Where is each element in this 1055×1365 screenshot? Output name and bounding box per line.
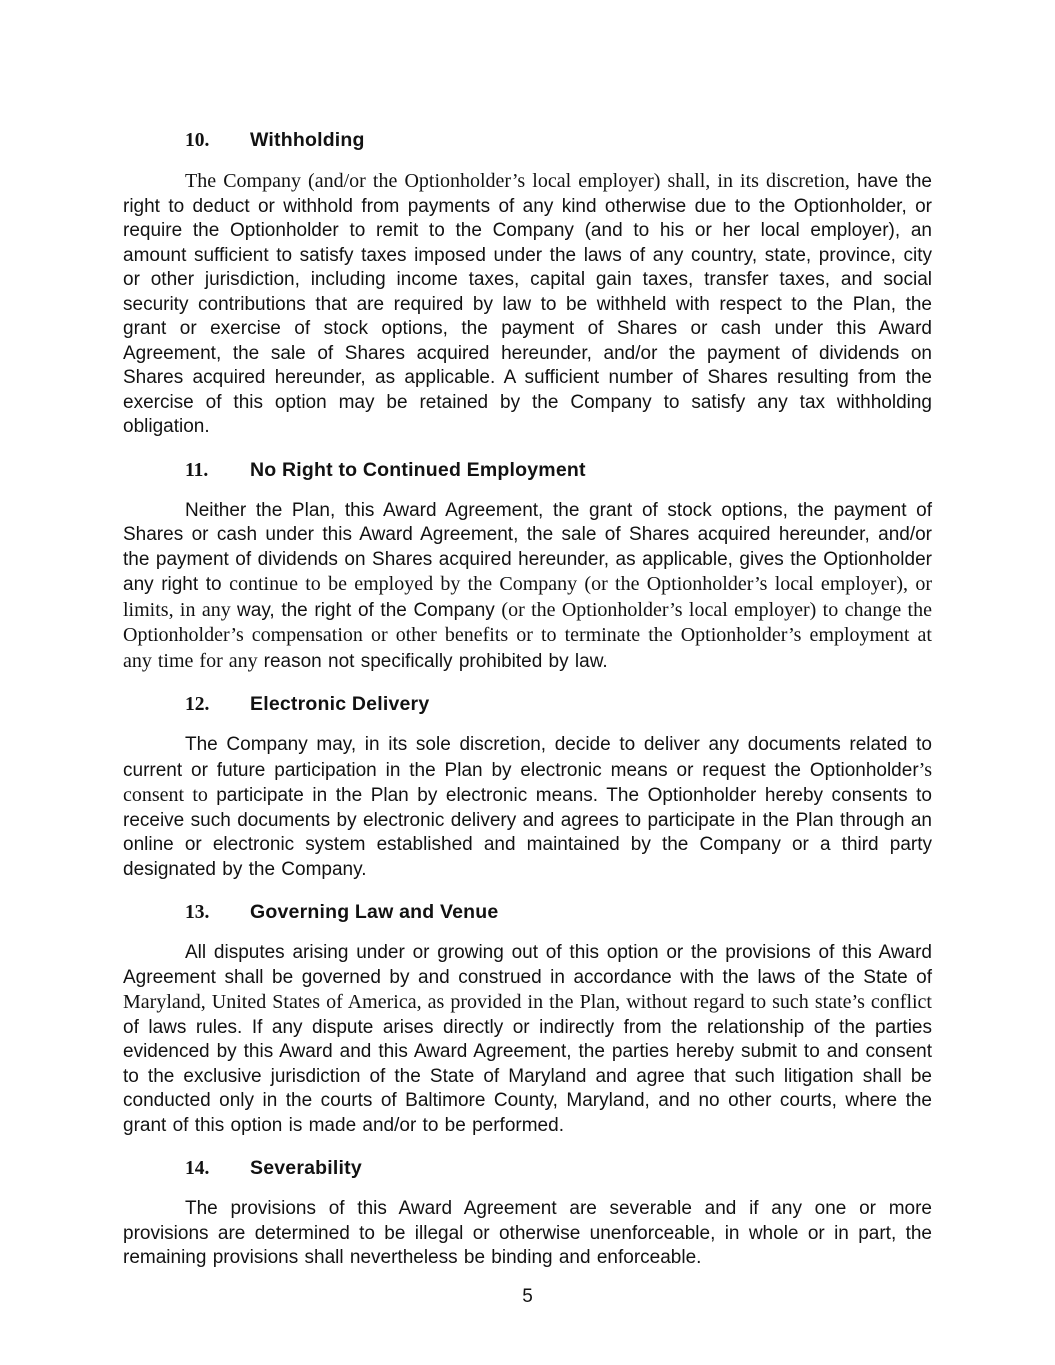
section-title: Withholding xyxy=(250,129,365,151)
text-segment: reason not specifically prohibited by law. xyxy=(263,650,608,672)
section-title: Governing Law and Venue xyxy=(250,901,499,923)
text-segment: (or the Optionholder’s local employer) to change the Optionholder’s compensation or other benefits or to terminate the Optionholder’s employment at any time for any xyxy=(123,598,932,672)
text-segment: participate in the Plan by electronic means. The Optionholder hereby consents to receive such documents by electronic delivery and agrees to participate in the Plan through an online or electronic system established and maintained by the Company or a third party designated by the Company. xyxy=(123,785,933,880)
section-heading xyxy=(123,128,932,153)
text-segment: All disputes arising under or growing out of this option or the provisions of this Award Agreement shall be governed by and construed in accordance with the laws of the State of xyxy=(123,942,932,988)
section-title: No Right to Continued Employment xyxy=(250,458,586,481)
paragraph xyxy=(123,169,932,440)
section-number: 10. xyxy=(185,130,210,151)
section-no-right-to-continued-employment xyxy=(123,458,932,675)
paragraph xyxy=(123,733,932,882)
section-number: 13. xyxy=(185,902,210,923)
text-segment: ’s consent to xyxy=(123,758,932,806)
section-heading xyxy=(123,458,932,483)
section-number: 12. xyxy=(185,694,210,715)
section-heading xyxy=(123,692,932,717)
section-title: Severability xyxy=(250,1157,362,1179)
section-governing-law-and-venue xyxy=(123,900,932,1138)
section-withholding xyxy=(123,128,932,440)
text-segment: have the right to deduct or withhold from payments of any kind otherwise due to the Optionholder, or require the Optionholder to remit to the Company (and to his or her local employer), an amount sufficient to satisfy taxes imposed under the laws of any country, state, province, city or other jurisdiction, including income taxes, capital gain taxes, transfer taxes, and social security contributions that are required by law to be withheld with respect to the Plan, the grant or exercise of stock options, the payment of Shares or cash under this Award Agreement, the sale of Shares acquired hereunder, and/or the payment of dividends on Shares acquired hereunder, as applicable. A sufficient number of Shares resulting from the exercise of this option may be retained by the Company to satisfy any tax withholding obligation. xyxy=(123,171,932,437)
section-heading xyxy=(123,900,932,925)
section-number: 14. xyxy=(185,1158,210,1179)
text-segment: way, the right of the Company xyxy=(237,599,502,621)
text-segment: The Company (and/or the Optionholder’s local employer) shall, in its discretion, xyxy=(185,170,857,192)
section-severability xyxy=(123,1156,932,1271)
section-number: 11. xyxy=(185,459,209,481)
section-title: Electronic Delivery xyxy=(250,693,430,715)
text-segment: Maryland, United States of America, as provided in the Plan, without regard to such state’s conflict xyxy=(123,991,932,1013)
text-segment: The Company may, in its sole discretion, decide to deliver any documents related to current or future participation in the Plan by electronic means or request the Optionholder xyxy=(123,734,932,781)
page-number: 5 xyxy=(522,1285,533,1307)
text-segment: continue to be employed by the Company (or the Optionholder’s local employer), or limits, in any xyxy=(123,573,932,621)
text-segment: of laws rules. If any dispute arises directly or indirectly from the relationship of the parties evidenced by this Award and this Award Agreement, the parties hereby submit to and consent to the exclusive jurisdiction of the State of Maryland and agree that such litigation shall be conducted only in the courts of Baltimore County, Maryland, and no other courts, where the grant of this option is made and/or to be performed. xyxy=(123,1016,932,1136)
section-heading xyxy=(123,1156,932,1181)
text-segment: The provisions of this Award Agreement are severable and if any one or more provisions are determined to be illegal or otherwise unenforceable, in whole or in part, the remaining provisions shall nevertheless be binding and enforceable. xyxy=(123,1198,932,1268)
text-segment: Neither the Plan, this Award Agreement, the grant of stock options, the payment of Shares or cash under this Award Agreement, the sale of Shares acquired hereunder, and/or the payment of dividends on Shares acquired hereunder, as applicable, gives the Optionholder any right to xyxy=(123,499,932,595)
section-electronic-delivery xyxy=(123,692,932,882)
paragraph xyxy=(123,941,932,1138)
paragraph xyxy=(123,499,932,675)
paragraph xyxy=(123,1197,932,1271)
